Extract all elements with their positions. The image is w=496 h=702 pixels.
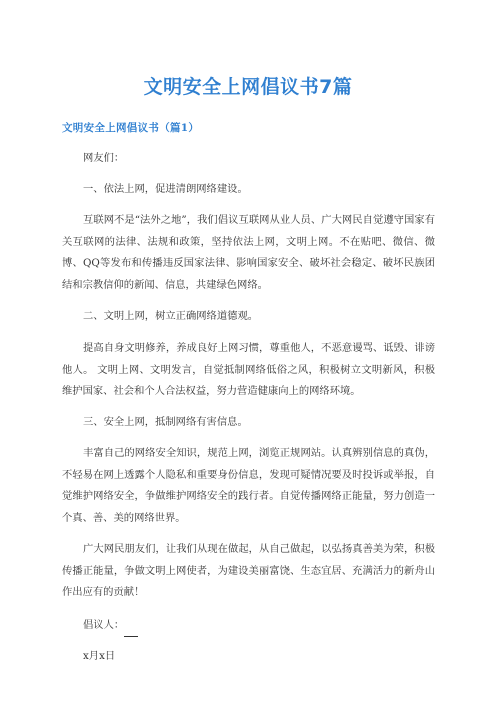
point3-body: 丰富自己的网络安全知识，规范上网，浏览正规网站。认真辨别信息的真伪，不轻易在网上透露个人隐私和重要身份信息，发现可疑情况要及时投诉或举报，自觉维护网络安全，争做维护网络安全的践行者。自觉传播网络正能量，努力创造一个真、善、美的网络世界。 xyxy=(62,447,435,524)
signature-label: 倡议人： xyxy=(83,619,125,631)
greeting: 网友们： xyxy=(83,152,125,164)
signature-blank xyxy=(124,624,138,637)
point2-heading: 二、文明上网，树立正确网络道德观。 xyxy=(83,310,259,322)
point2-body: 提高自身文明修养，养成良好上网习惯，尊重他人，不恶意谩骂、诋毁、诽谤他人。 文明上网、文明发言，自觉抵制网络低俗之风，积极树立文明新风，积极维护国家、社会和个人合法权益，努力营造健康向上的网络环境。 xyxy=(62,342,435,397)
document-title: 文明安全上网倡议书7篇 xyxy=(143,76,353,98)
signature-line xyxy=(62,615,435,637)
point3-heading: 三、安全上网，抵制网络有害信息。 xyxy=(83,416,248,428)
point1-heading: 一、依法上网，促进清朗网络建设。 xyxy=(83,183,248,195)
point1-body: 互联网不是“法外之地”，我们倡议互联网从业人员、广大网民自觉遵守国家有关互联网的法律、法规和政策，坚持依法上网，文明上网。不在贴吧、微信、微博、QQ等发布和传播违反国家法律、影响国家安全、破坏社会稳定、破坏民族团结和宗教信仰的新闻、信息，共建绿色网络。 xyxy=(62,214,435,291)
date-line: x月x日 xyxy=(83,650,116,662)
closing-paragraph: 广大网民朋友们，让我们从现在做起，从自己做起，以弘扬真善美为荣，积极传播正能量，争做文明上网使者，为建设美丽富饶、生态宜居、充满活力的新舟山作出应有的贡献！ xyxy=(62,543,435,598)
section-title: 文明安全上网倡议书（篇1） xyxy=(62,122,200,134)
